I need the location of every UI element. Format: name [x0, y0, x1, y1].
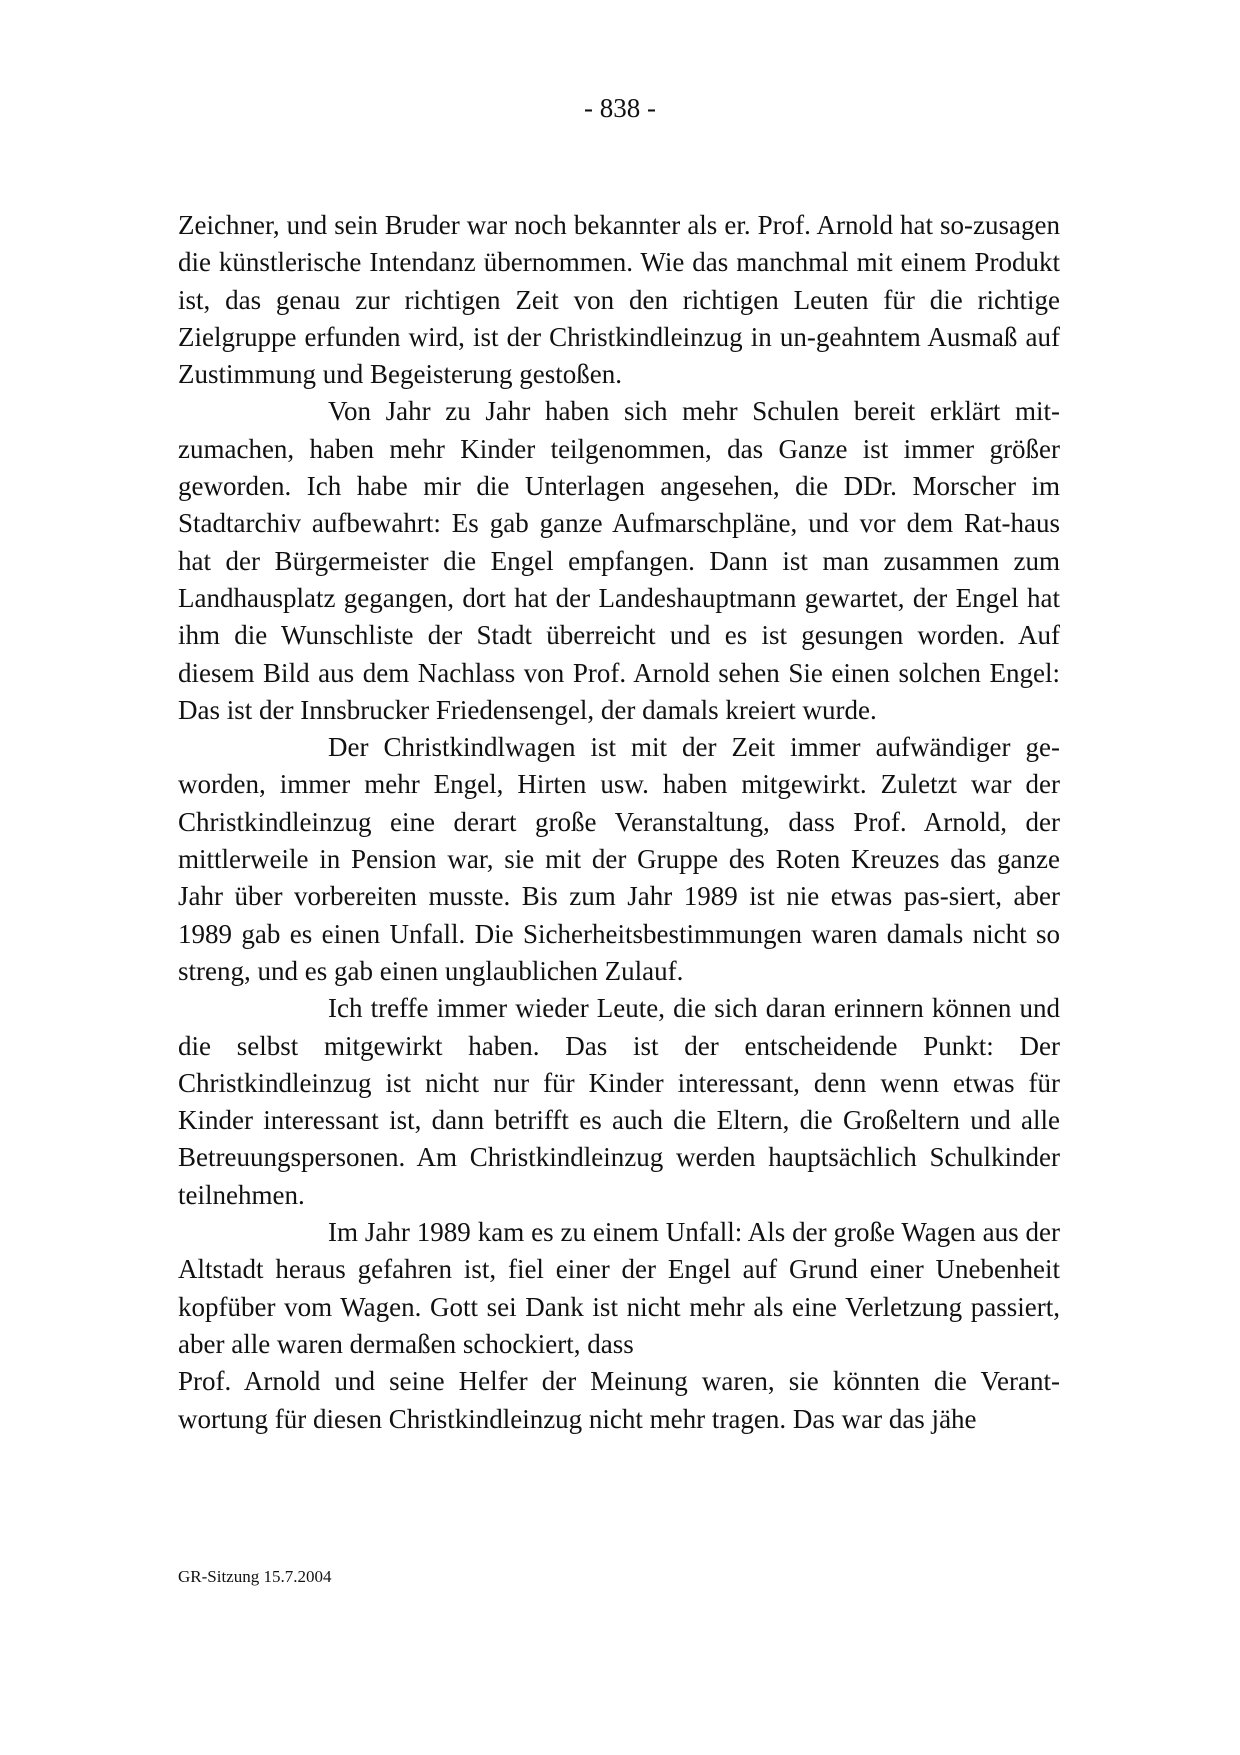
- paragraph: Von Jahr zu Jahr haben sich mehr Schulen bereit erklärt mit-zumachen, haben mehr Kinder teilgenommen, das Ganze ist immer größer geworden. Ich habe mir die Unterlagen angesehen, die DDr. Morscher im Stadtarchiv aufbewahrt: Es gab ganze Aufmarschpläne, und vor dem Rat-haus hat der Bürgermeister die Engel empfangen. Dann ist man zusammen zum Landhausplatz gegangen, dort hat der Landeshauptmann gewartet, der Engel hat ihm die Wunschliste der Stadt überreicht und es ist gesungen worden. Auf diesem Bild aus dem Nachlass von Prof. Arnold sehen Sie einen solchen Engel: Das ist der Innsbrucker Friedensengel, der damals kreiert wurde.: [178, 396, 1060, 725]
- page-number: - 838 -: [584, 93, 656, 123]
- paragraph: Zeichner, und sein Bruder war noch bekannter als er. Prof. Arnold hat so-zusagen die künstlerische Intendanz übernommen. Wie das manchmal mit einem Produkt ist, das genau zur richtigen Zeit von den richtigen Leuten für die richtige Zielgruppe erfunden wird, ist der Christkindleinzug in un-geahntem Ausmaß auf Zustimmung und Begeisterung gestoßen.: [178, 210, 1060, 390]
- paragraph: Der Christkindlwagen ist mit der Zeit immer aufwändiger ge-worden, immer mehr Engel, Hirten usw. haben mitgewirkt. Zuletzt war der Christkindleinzug eine derart große Veranstaltung, dass Prof. Arnold, der mittlerweile in Pension war, sie mit der Gruppe des Roten Kreuzes das ganze Jahr über vorbereiten musste. Bis zum Jahr 1989 ist nie etwas pas-siert, aber 1989 gab es einen Unfall. Die Sicherheitsbestimmungen waren damals nicht so streng, und es gab einen unglaublichen Zulauf.: [178, 732, 1060, 986]
- page-footer: GR-Sitzung 15.7.2004: [178, 1567, 332, 1586]
- document-body: [178, 207, 1060, 1438]
- paragraph: Ich treffe immer wieder Leute, die sich daran erinnern können und die selbst mitgewirkt haben. Das ist der entscheidende Punkt: Der Christkindleinzug ist nicht nur für Kinder interessant, denn wenn etwas für Kinder interessant ist, dann betrifft es auch die Eltern, die Großeltern und alle Betreuungspersonen. Am Christkindleinzug werden hauptsächlich Schulkinder teilnehmen.: [178, 993, 1060, 1210]
- paragraph: Im Jahr 1989 kam es zu einem Unfall: Als der große Wagen aus der Altstadt heraus gefahren ist, fiel einer der Engel auf Grund einer Unebenheit kopfüber vom Wagen. Gott sei Dank ist nicht mehr als eine Verletzung passiert, aber alle waren dermaßen schockiert, dass: [178, 1217, 1060, 1359]
- paragraph: Prof. Arnold und seine Helfer der Meinung waren, sie könnten die Verant-wortung für diesen Christkindleinzug nicht mehr tragen. Das war das jähe: [178, 1366, 1060, 1434]
